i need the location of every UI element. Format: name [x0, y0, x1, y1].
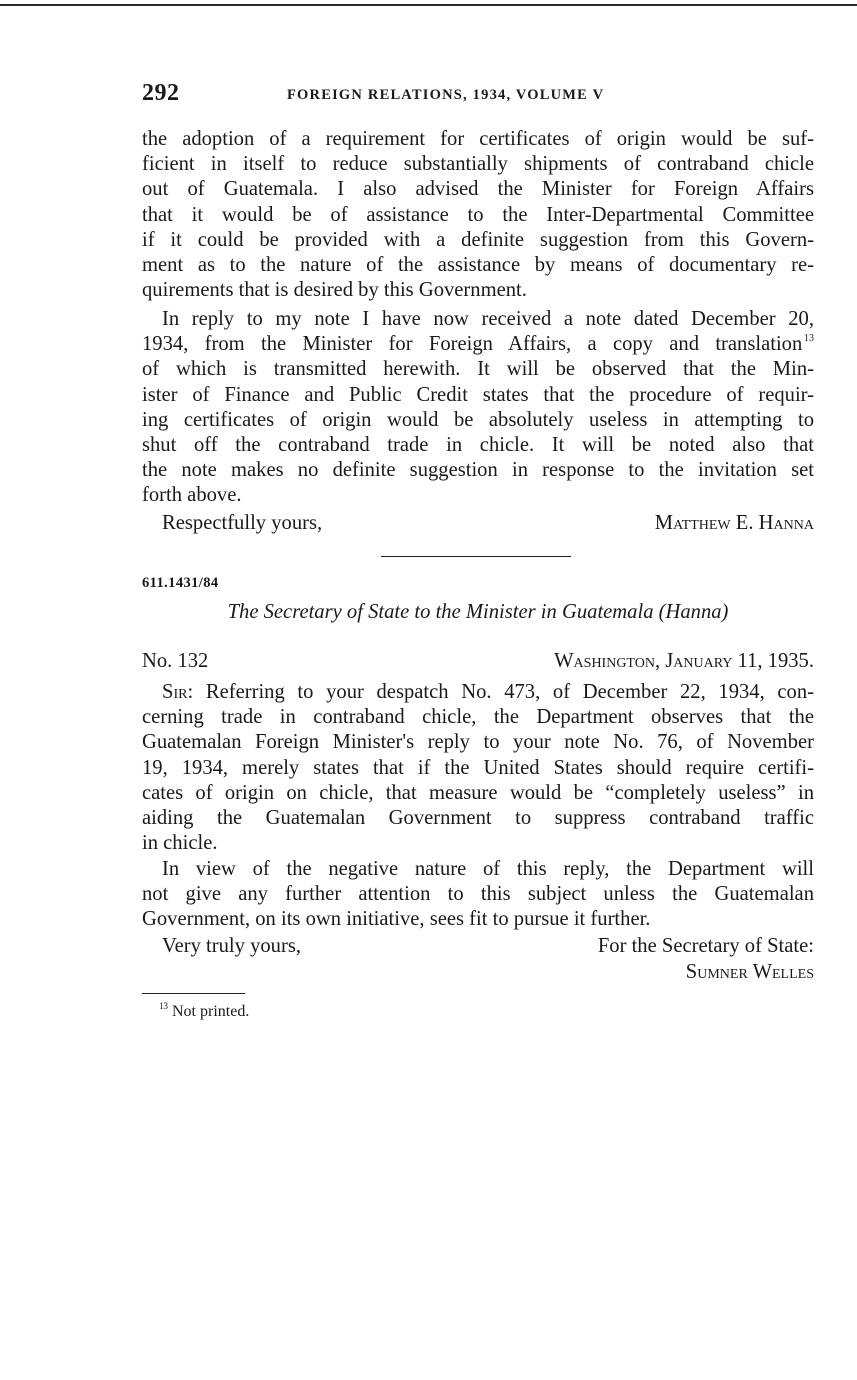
file-number: 611.1431/84 — [142, 575, 219, 591]
document-number: No. 132 — [142, 650, 209, 672]
footnote — [159, 1003, 249, 1021]
footnote-mark: 13 — [159, 1001, 168, 1011]
footnote-reference: 13 — [804, 333, 814, 345]
text-line: forth above. — [142, 484, 242, 507]
running-head: FOREIGN RELATIONS, 1934, VOLUME V — [287, 87, 605, 103]
letter2-paragraph-2 — [142, 857, 814, 933]
text-line: out of Guatemala. I also advised the Minister for Foreign Affairs — [142, 178, 814, 201]
letter1-closing-block — [142, 512, 814, 538]
text-line: cerning trade in contraband chicle, the Department observes that the — [142, 706, 814, 729]
place-date — [554, 650, 814, 673]
letter1-paragraph-1 — [142, 127, 814, 303]
text-line: the adoption of a requirement for certificates of origin would be suf- — [142, 128, 814, 150]
text-line — [142, 680, 814, 705]
closing: Very truly yours, — [162, 935, 301, 957]
letter1-paragraph-2 — [142, 307, 814, 509]
text-line: quirements that is desired by this Government. — [142, 279, 527, 302]
salutation: Sir: — [162, 681, 194, 703]
for-line: For the Secretary of State: — [597, 935, 814, 957]
text-span: 1934, from the Minister for Foreign Affairs, a copy and translation — [142, 333, 803, 356]
text-line: Guatemalan Foreign Minister's reply to your note No. 76, of November — [142, 731, 814, 754]
text-line: ment as to the nature of the assistance by means of documentary re- — [142, 254, 814, 277]
text-line: shut off the contraband trade in chicle. It will be noted also that — [142, 434, 814, 457]
place-date-text: Washington, January 11, 1935. — [554, 650, 814, 672]
text-line: In view of the negative nature of this reply, the Department will — [162, 858, 814, 880]
closing: Respectfully yours, — [162, 512, 323, 534]
text-line — [142, 332, 814, 357]
footnote-rule — [142, 993, 245, 994]
page-number: 292 — [142, 80, 180, 106]
section-divider — [381, 556, 571, 557]
text-line: cates of origin on chicle, that measure would be “completely useless” in — [142, 781, 814, 804]
signature: Sumner Welles — [685, 961, 814, 983]
text-line: Government, on its own initiative, sees fit to pursue it further. — [142, 908, 651, 931]
text-line: that it would be of assistance to the Inter-Departmental Committee — [142, 203, 814, 226]
doc-number-line — [142, 650, 814, 676]
text-line: in chicle. — [142, 832, 218, 855]
footnote-text: Not printed. — [172, 1003, 250, 1020]
page-header — [142, 80, 814, 112]
text-line: ficient in itself to reduce substantially shipments of contraband chicle — [142, 153, 814, 176]
letter2-signature-line — [142, 961, 814, 987]
top-border-rule — [0, 4, 857, 6]
text-line: of which is transmitted herewith. It will be observed that the Min- — [142, 358, 814, 381]
text-line: aiding the Guatemalan Government to suppress contraband traffic — [142, 807, 814, 830]
text-line: In reply to my note I have now received a note dated December 20, — [162, 308, 814, 330]
text-line: not give any further attention to this subject unless the Guatemalan — [142, 883, 814, 906]
letter2-closing-block — [142, 935, 814, 961]
text-span: Referring to your despatch No. 473, of December 22, 1934, con- — [193, 681, 814, 703]
text-line: the note makes no definite suggestion in response to the invitation set — [142, 459, 814, 482]
text-line: ister of Finance and Public Credit states that the procedure of requir- — [142, 383, 814, 406]
text-line: 19, 1934, merely states that if the United States should require certifi- — [142, 756, 814, 779]
signature: Matthew E. Hanna — [654, 512, 814, 534]
text-line: if it could be provided with a definite suggestion from this Govern- — [142, 228, 814, 251]
text-line: ing certificates of origin would be absolutely useless in attempting to — [142, 408, 814, 431]
letter2-paragraph-1 — [142, 680, 814, 856]
document-title: The Secretary of State to the Minister in Guatemala (Hanna) — [227, 601, 729, 623]
